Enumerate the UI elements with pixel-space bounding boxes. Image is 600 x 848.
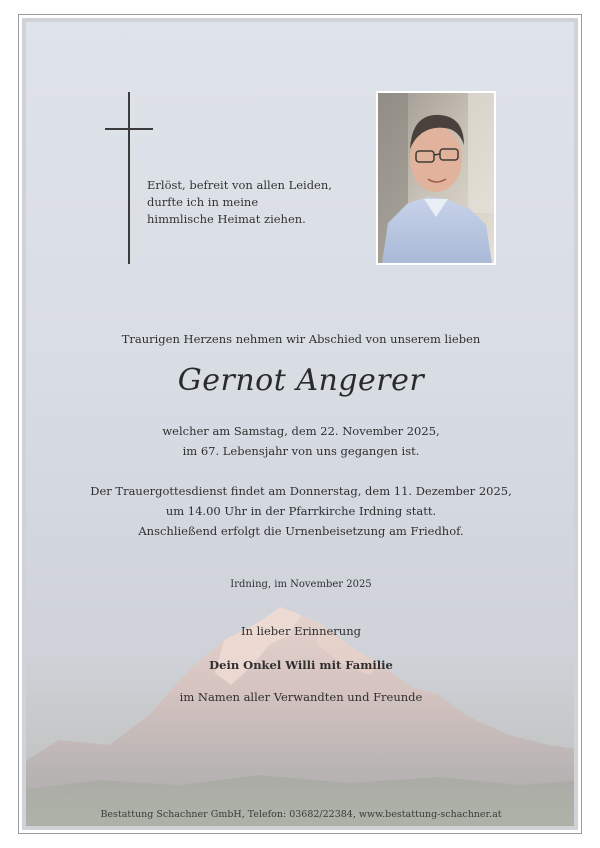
footer-contact: Bestattung Schachner GmbH, Telefon: 03682/22384, www.bestattung-schachner.at [100, 809, 502, 820]
verse-text [147, 177, 347, 228]
death-line: welcher am Samstag, dem 22. November 2025, [162, 424, 440, 438]
verse-line: himmlische Heimat ziehen. [147, 212, 306, 226]
portrait-photo [376, 91, 496, 265]
service-line: Anschließend erfolgt die Urnenbeisetzung am Friedhof. [138, 524, 464, 538]
deceased-name: Gernot Angerer [177, 363, 425, 398]
relatives-text: im Namen aller Verwandten und Freunde [179, 690, 423, 704]
place-date: Irdning, im November 2025 [230, 579, 372, 590]
service-line: um 14.00 Uhr in der Pfarrkirche Irdning statt. [165, 504, 437, 518]
obituary-card [18, 14, 582, 834]
verse-line: durfte ich in meine [147, 195, 259, 209]
service-info [19, 481, 582, 541]
death-info [19, 421, 582, 461]
death-line: im 67. Lebensjahr von uns gegangen ist. [182, 444, 420, 458]
family-signature: Dein Onkel Willi mit Familie [209, 658, 393, 672]
service-line: Der Trauergottesdienst findet am Donnerstag, dem 11. Dezember 2025, [90, 484, 512, 498]
verse-line: Erlöst, befreit von allen Leiden, [147, 178, 332, 192]
remembrance-text: In lieber Erinnerung [241, 624, 361, 638]
intro-text: Traurigen Herzens nehmen wir Abschied von unserem lieben [121, 332, 481, 346]
